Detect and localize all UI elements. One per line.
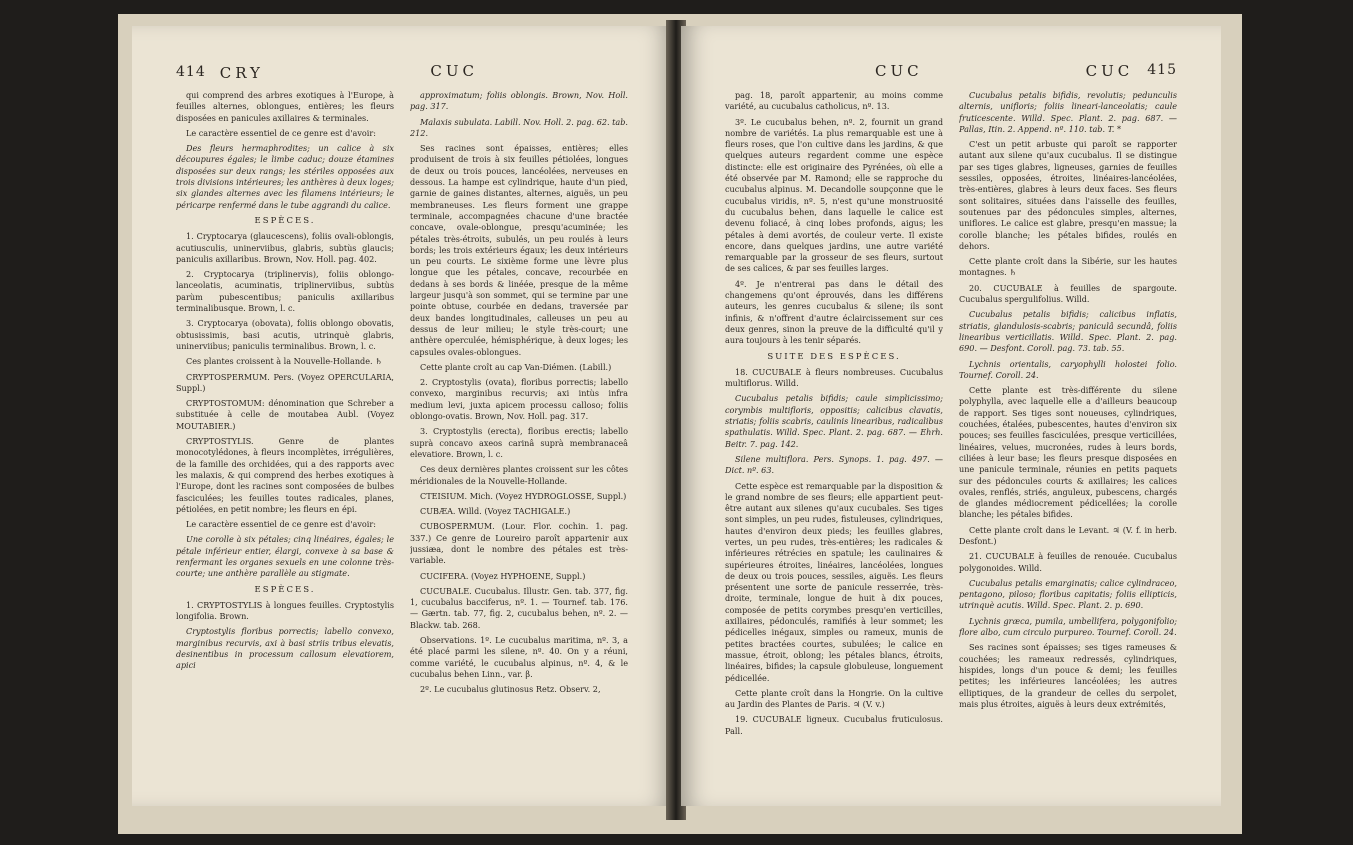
paragraph: Ces plantes croissent à la Nouvelle-Hollande. ♄ xyxy=(186,356,383,367)
paragraph: 3º. Le cucubalus behen, nº. 2, fournit un grand nombre de variétés. La plus remarquable est une à fleurs roses, que l'on cultive dans les jardins, & que quelques auteurs regardent comme une espèce distincte: elle est originaire des Pyrénées, où elle a été observée par M. Ramond; elle se rapproche du cucubalus alpinus. M. Decandolle soupçonne que le cucubalus viridis, nº. 5, n'est qu'une monstruosité du cucubalus behen, dans laquelle le calice est devenu foliacé, à cinq lobes profonds, aigus; les pétales à demi avortés, de couleur verte. Il existe encore, dans quelques jardins, une autre variété remarquable par la grosseur de ses fleurs, surtout de ses calices, & par ses feuilles larges. xyxy=(725,116,943,274)
running-head-center: CUC xyxy=(430,62,478,80)
paragraph: Lychnis orientalis, caryophylli holostei folio. Tournef. Coroll. 24. xyxy=(959,358,1177,380)
section-heading: ESPÈCES. xyxy=(254,215,316,226)
paragraph: CUBOSPERMUM. (Lour. Flor. cochin. 1. pag. 337.) Ce genre de Loureiro paroît appartenir aux jussiæa, dont le nombre des pétales est très-variable. xyxy=(410,521,628,566)
paragraph: 4º. Je n'entrerai pas dans le détail des changemens qu'ont éprouvés, dans les différens auteurs, les genres cucubalus & silene; ils sont infinis, & n'offrent d'autre éclaircissement sur ces deux genres, sinon la preuve de la difficulté qu'il y aura toujours à les tenir séparés. xyxy=(725,278,943,346)
text-column xyxy=(959,90,1177,810)
paragraph: 20. CUCUBALE à feuilles de spargoute. Cucubalus spergulifolius. Willd. xyxy=(959,282,1177,305)
paragraph: Cucubalus petalis bifidis, revolutis; pedunculis alternis, unifloris; foliis lineari-lanceolatis; caule fruticescente. Willd. Spec. Plant. 2. pag. 687. — Pallas, Itin. 2. Append. nº. 110. tab. T. * xyxy=(959,90,1177,134)
paragraph: Cette plante croît dans le Levant. ♃ (V. f. in herb. Desfont.) xyxy=(959,524,1177,546)
paragraph: Cucubalus petalis emarginatis; calice cylindraceo, pentagono, piloso; floribus capitatis; foliis ellipticis, utrinquè acutis. Willd. Spec. Plant. 2. p. 690. xyxy=(959,577,1177,611)
paragraph: 1. Cryptocarya (glaucescens), foliis ovali-oblongis, acutiusculis, uninerviibus, glabris, subtùs glaucis; paniculis axillaribus. Brown, Nov. Holl. pag. 402. xyxy=(176,231,394,264)
paragraph: CRYPTOSPERMUM. Pers. (Voyez OPERCULARIA, Suppl.) xyxy=(176,371,394,393)
section-heading: SUITE DES ESPÈCES. xyxy=(767,351,901,362)
paragraph: Ces deux dernières plantes croissent sur les côtes méridionales de la Nouvelle-Hollande. xyxy=(410,464,628,486)
text-column xyxy=(410,90,628,810)
paragraph: Le caractère essentiel de ce genre est d'avoir: xyxy=(186,127,376,138)
paragraph: Cette espèce est remarquable par la disposition & le grand nombre de ses fleurs; elle appartient peut-être autant aux silenes qu'aux cucubales. Ses tiges sont simples, un peu rudes, fistuleuses, cylindriques, hautes d'environ deux pieds; les feuilles glabres, vertes, un peu rudes, très-entières; les radicales & inférieures rétrécies en spatule; les caulinaires & supérieures étroites, linéaires, lancéolées, longues de deux ou trois pouces, sessiles, aiguës. Les fleurs présentent une sorte de panicule resserrée, très-droite, terminale, longue de huit à dix pouces, composée de petits corymbes presqu'en verticilles, axillaires, pédonculés, ramifiés à leur sommet; les pédicelles inégaux, simples ou rameux, munis de petites bractées courtes, subulées; le calice en massue, étroit, oblong; les pétales blancs, étroits, linéaires, bifides; la capsule globuleuse, longuement pédicellée. xyxy=(725,480,943,683)
paragraph: Lychnis græca, pumila, umbellifera, polygonifolio; flore albo, cum circulo purpureo. Tournef. Coroll. 24. xyxy=(959,615,1177,638)
paragraph: approximatum; foliis oblongis. Brown, Nov. Holl. pag. 317. xyxy=(410,90,628,112)
paragraph: 19. CUCUBALE ligneux. Cucubalus fruticulosus. Pall. xyxy=(725,714,943,736)
right-page-header xyxy=(725,62,1177,86)
paragraph: Une corolle à six pétales; cinq linéaires, égales; le pétale inférieur entier, élargi, convexe à sa base & renfermant les organes sexuels en une colonne très-courte; une anthère parallèle au stigmate. xyxy=(176,534,394,579)
text-column xyxy=(176,90,394,810)
paragraph: Cryptostylis floribus porrectis; labello convexo, marginibus recurvis, axi à basi striis tribus elevatis, desinentibus in processum callosum elevatiorem, apici xyxy=(176,626,394,671)
paragraph: 2. Cryptostylis (ovata), floribus porrectis; labello convexo, marginibus recurvis; axi intùs infra medium levi, juxta apicem processu calloso; foliis oblongo-ovatis. Brown, Nov. Holl. pag. 317. xyxy=(410,377,628,422)
paragraph: CUBÆA. Willd. (Voyez TACHIGALE.) xyxy=(420,506,571,517)
paragraph: Cette plante croît au cap Van-Diémen. (Labill.) xyxy=(420,361,612,372)
running-head: CRY xyxy=(219,64,264,82)
paragraph: Le caractère essentiel de ce genre est d'avoir: xyxy=(186,519,376,530)
paragraph: 21. CUCUBALE à feuilles de renouée. Cucubalus polygonoides. Willd. xyxy=(959,551,1177,573)
paragraph: Malaxis subulata. Labill. Nov. Holl. 2. pag. 62. tab. 212. xyxy=(410,116,628,138)
paragraph: CRYPTOSTOMUM: dénomination que Schreber a substituée à celle de moutabea Aubl. (Voyez MOUTABIER.) xyxy=(176,398,394,431)
paragraph: pag. 18, paroît appartenir, au moins comme variété, au cucubalus catholicus, nº. 13. xyxy=(725,90,943,112)
page-number: 415 xyxy=(1147,62,1177,78)
page-number: 414 xyxy=(176,64,206,80)
paragraph: Cucubalus petalis bifidis; calicibus inflatis, striatis, glandulosis-scabris; paniculâ secundâ, foliis linearibus verticillatis. Willd. Spec. Plant. 2. pag. 690. — Desfont. Coroll. pag. 73. tab. 55. xyxy=(959,309,1177,354)
section-heading: ESPÈCES. xyxy=(254,584,316,595)
paragraph: Ses racines sont épaisses; ses tiges rameuses & couchées; les rameaux redressés, cylindriques, hispides, longs d'un pouce & demi; les feuilles petites; les inférieures lancéolées; les autres elliptiques, de la grandeur de celles du serpolet, mais plus étroites, aiguës à leurs deux extrémités, xyxy=(959,642,1177,709)
paragraph: CRYPTOSTYLIS. Genre de plantes monocotylédones, à fleurs incomplètes, irrégulières, de la famille des orchidées, qui a des rapports avec les malaxis, & qui comprend des herbes exotiques à l'Europe, dont les racines sont composées de bulbes fasciculées; les feuilles toutes radicales, planes, pétiolées, en petit nombre; les fleurs en épi. xyxy=(176,436,394,514)
running-head: CUC xyxy=(875,62,923,80)
text-column xyxy=(725,90,943,810)
paragraph: 3. Cryptostylis (erecta), floribus erectis; labello suprà concavo axeos carinâ suprà membranaceâ elevatiore. Brown, l. c. xyxy=(410,426,628,459)
running-head-center: CUC xyxy=(1085,62,1134,80)
paragraph: Cette plante croît dans la Sibérie, sur les hautes montagnes. ♄ xyxy=(959,256,1177,278)
paragraph: 3. Cryptocarya (obovata), foliis oblongo obovatis, obtusissimis, basi acutis, utrinquè glabris, uninerviibus; paniculis terminalibus. Brown, l. c. xyxy=(176,318,394,351)
left-page-header xyxy=(176,62,628,86)
paragraph: Cette plante croît dans la Hongrie. On la cultive au Jardin des Plantes de Paris. ♃ (V. v.) xyxy=(725,687,943,710)
paragraph: Silene multiflora. Pers. Synops. 1. pag. 497. — Dict. nº. 63. xyxy=(725,453,943,476)
paragraph: qui comprend des arbres exotiques à l'Europe, à feuilles alternes, oblongues, entières; les fleurs disposées en panicules axillaires & terminales. xyxy=(176,90,394,123)
paragraph: 18. CUCUBALE à fleurs nombreuses. Cucubalus multiflorus. Willd. xyxy=(725,366,943,389)
paragraph: C'est un petit arbuste qui paroît se rapporter autant aux silene qu'aux cucubalus. Il se distingue par ses tiges glabres, ligneuses, garnies de feuilles sessiles, opposées, étroites, linéaires-lancéolées, très-entières, glabres à leurs deux faces. Ses fleurs sont solitaires, situées dans l'aisselle des feuilles, soutenues par des pédoncules simples, alternes, uniflores. Le calice est glabre, presqu'en massue; la corolle blanche; les pétales bifides, roulés en dehors. xyxy=(959,139,1177,251)
paragraph: 1. CRYPTOSTYLIS à longues feuilles. Cryptostylis longifolia. Brown. xyxy=(176,599,394,622)
paragraph: CTEISIUM. Mich. (Voyez HYDROGLOSSE, Suppl.) xyxy=(420,490,627,501)
paragraph: CUCIFERA. (Voyez HYPHOENE, Suppl.) xyxy=(420,570,586,581)
paragraph: 2º. Le cucubalus glutinosus Retz. Observ. 2, xyxy=(420,684,601,695)
paragraph: Cucubalus petalis bifidis; caule simplicissimo; corymbis multifloris, oppositis; calicibus clavatis, striatis; foliis scabris, caulinis linearibus, radicalibus spathulatis. Willd. Spec. Plant. 2. pag. 687. — Ehrh. Beitr. 7. pag. 142. xyxy=(725,393,943,449)
paragraph: Cette plante est très-différente du silene polyphylla, avec laquelle elle a d'ailleurs beaucoup de rapport. Ses tiges sont noueuses, cylindriques, couchées, étalées, pubescentes, hautes d'environ six pouces; ses feuilles fasciculées, presque verticillées, linéaires, velues, mucronées, rudes à leurs bords, ciliées à leur base; les fleurs presque disposées en une panicule terminale, réunies en petits paquets sur des pédoncules courts & axillaires; les calices ovales, renflés, striés, anguleux, pubescens, chargés de glandes médiocrement pédicellées; la corolle blanche; les pétales bifides. xyxy=(959,385,1177,520)
paragraph: Observations. 1º. Le cucubalus maritima, nº. 3, a été placé parmi les silene, nº. 40. On y a réuni, comme variété, le cucubalus alpinus, nº. 4, & le cucubalus behen Linn., var. β. xyxy=(410,635,628,679)
paragraph: CUCUBALE. Cucubalus. Illustr. Gen. tab. 377, fig. 1, cucubalus bacciferus, nº. 1. — Tournef. tab. 176. — Gærtn. tab. 77, fig. 2, cucubalus behen, nº. 2. — Blackw. tab. 268. xyxy=(410,585,628,630)
paragraph: Ses racines sont épaisses, entières; elles produisent de trois à six feuilles pétiolées, longues de deux ou trois pouces, lancéolées, nerveuses en dessous. La hampe est cylindrique, haute d'un pied, garnie de gaines distantes, alternes, aiguës, un peu membraneuses. Les fleurs forment une grappe terminale, accompagnées chacune d'une bractée concave, ovale-oblongue, presqu'acuminée; les pétales très-étroits, subulés, un peu roulés à leurs bords; les trois extérieurs égaux; les deux intérieurs un peu courts. Le sixième forme une lèvre plus longue que les pétales, concave, recourbée en dedans à ses bords & linéée, presque de la même largeur jusqu'à son sommet, qui se termine par une pointe obtuse, courbée en dedans, traversée par deux bandes longitudinales, calleuses un peu au dessus de leur milieu; le style très-court; une anthère operculée, hémisphérique, à deux loges; les capsules ovales-oblongues. xyxy=(410,143,628,357)
right-page xyxy=(681,26,1221,806)
paragraph: 2. Cryptocarya (triplinervis), foliis oblongo-lanceolatis, acuminatis, triplinerviibus, subtùs parùm pubescentibus; paniculis axillaribus terminalibusque. Brown, l. c. xyxy=(176,269,394,314)
paragraph: Des fleurs hermaphrodites; un calice à six découpures égales; le limbe caduc; douze étamines disposées sur deux rangs; les stériles opposées aux trois divisions intérieures; les anthères à deux loges; six glandes alternes avec les filamens intérieurs; le péricarpe renfermé dans le tube aggrandi du calice. xyxy=(176,143,394,210)
left-page xyxy=(132,26,672,806)
